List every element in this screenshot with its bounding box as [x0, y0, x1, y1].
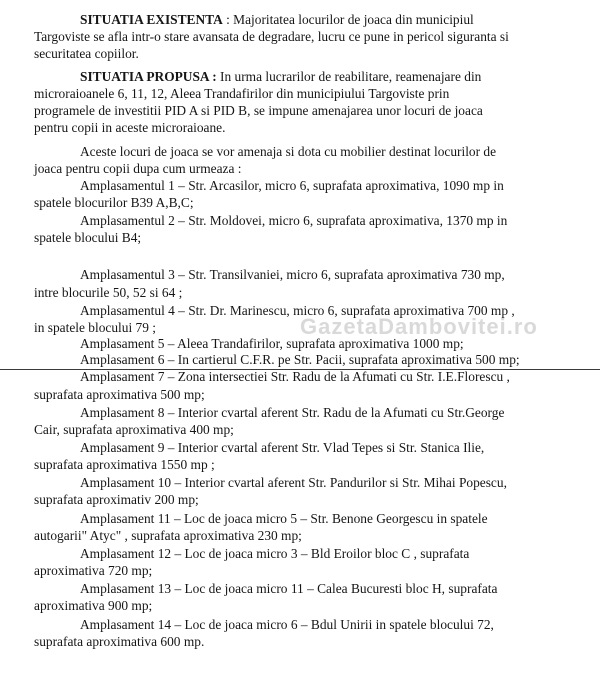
text-line: Amplasamentul 4 – Str. Dr. Marinescu, micro 6, suprafata aproximativa 700 mp , — [80, 303, 515, 318]
text-line: Amplasament 9 – Interior cvartal aferent Str. Vlad Tepes si Str. Stanica Ilie, — [80, 440, 485, 455]
text-line: programele de investitii PID A si PID B, se impune amenajarea unor locuri de joaca — [34, 103, 483, 118]
text-line: pentru copii in aceste microraioane. — [34, 120, 226, 135]
text-line: securitatea copiilor. — [34, 46, 139, 61]
section-heading: SITUATIA EXISTENTA — [80, 12, 223, 27]
text-line: in spatele blocului 79 ; — [34, 320, 156, 335]
text-line: Targoviste se afla intr-o stare avansata de degradare, lucru ce pune in pericol siguranta si — [34, 29, 509, 44]
text-line: Amplasamentul 3 – Str. Transilvaniei, micro 6, suprafata aproximativa 730 mp, — [80, 267, 505, 282]
text-line: Amplasament 11 – Loc de joaca micro 5 – Str. Benone Georgescu in spatele — [80, 511, 488, 526]
text-line: autogarii" Atyc" , suprafata aproximativa 230 mp; — [34, 528, 302, 543]
text-line: SITUATIA EXISTENTA : Majoritatea locurilor de joaca din municipiul — [80, 12, 474, 27]
text-line: suprafata aproximativa 500 mp; — [34, 387, 205, 402]
text-line: Amplasament 12 – Loc de joaca micro 3 – Bld Eroilor bloc C , suprafata — [80, 546, 470, 561]
text-line: Amplasament 10 – Interior cvartal aferent Str. Pandurilor si Str. Mihai Popescu, — [80, 475, 507, 490]
text-line: SITUATIA PROPUSA : In urma lucrarilor de reabilitare, reamenajare din — [80, 69, 482, 84]
text-line: Amplasamentul 1 – Str. Arcasilor, micro 6, suprafata aproximativa, 1090 mp in — [80, 178, 504, 193]
text-line: spatele blocului B4; — [34, 230, 142, 245]
text-line: spatele blocurilor B39 A,B,C; — [34, 195, 194, 210]
text-line: joaca pentru copii dupa cum urmeaza : — [34, 161, 242, 176]
text-line: Aceste locuri de joaca se vor amenaja si dota cu mobilier destinat locurilor de — [80, 144, 497, 159]
text-line: microraioanele 6, 11, 12, Aleea Trandafirilor din municipiului Targoviste prin — [34, 86, 450, 101]
text-line: Amplasament 14 – Loc de joaca micro 6 – Bdul Unirii in spatele blocului 72, — [80, 617, 494, 632]
text-line: Amplasament 7 – Zona intersectiei Str. Radu de la Afumati cu Str. I.E.Florescu , — [80, 369, 510, 384]
text-line: suprafata aproximativa 600 mp. — [34, 634, 205, 649]
text-line: aproximativa 900 mp; — [34, 598, 153, 613]
text-line: Amplasamentul 2 – Str. Moldovei, micro 6, suprafata aproximativa, 1370 mp in — [80, 213, 508, 228]
watermark-logo: GazetaDambovitei.ro — [300, 314, 538, 339]
text-line: Amplasament 13 – Loc de joaca micro 11 – Calea Bucuresti bloc H, suprafata — [80, 581, 498, 596]
text-line: suprafata aproximativ 200 mp; — [34, 492, 199, 507]
text-line: Cair, suprafata aproximativa 400 mp; — [34, 422, 234, 437]
text-line: aproximativa 720 mp; — [34, 563, 153, 578]
text-line: Amplasament 6 – In cartierul C.F.R. pe Str. Pacii, suprafata aproximativa 500 mp; — [80, 352, 520, 367]
text-line: intre blocurile 50, 52 si 64 ; — [34, 285, 183, 300]
text-line: Amplasament 5 – Aleea Trandafirilor, suprafata aproximativa 1000 mp; — [80, 336, 464, 351]
text-line: suprafata aproximativa 1550 mp ; — [34, 457, 215, 472]
section-heading: SITUATIA PROPUSA : — [80, 69, 217, 84]
text-line: Amplasament 8 – Interior cvartal aferent Str. Radu de la Afumati cu Str.George — [80, 405, 505, 420]
